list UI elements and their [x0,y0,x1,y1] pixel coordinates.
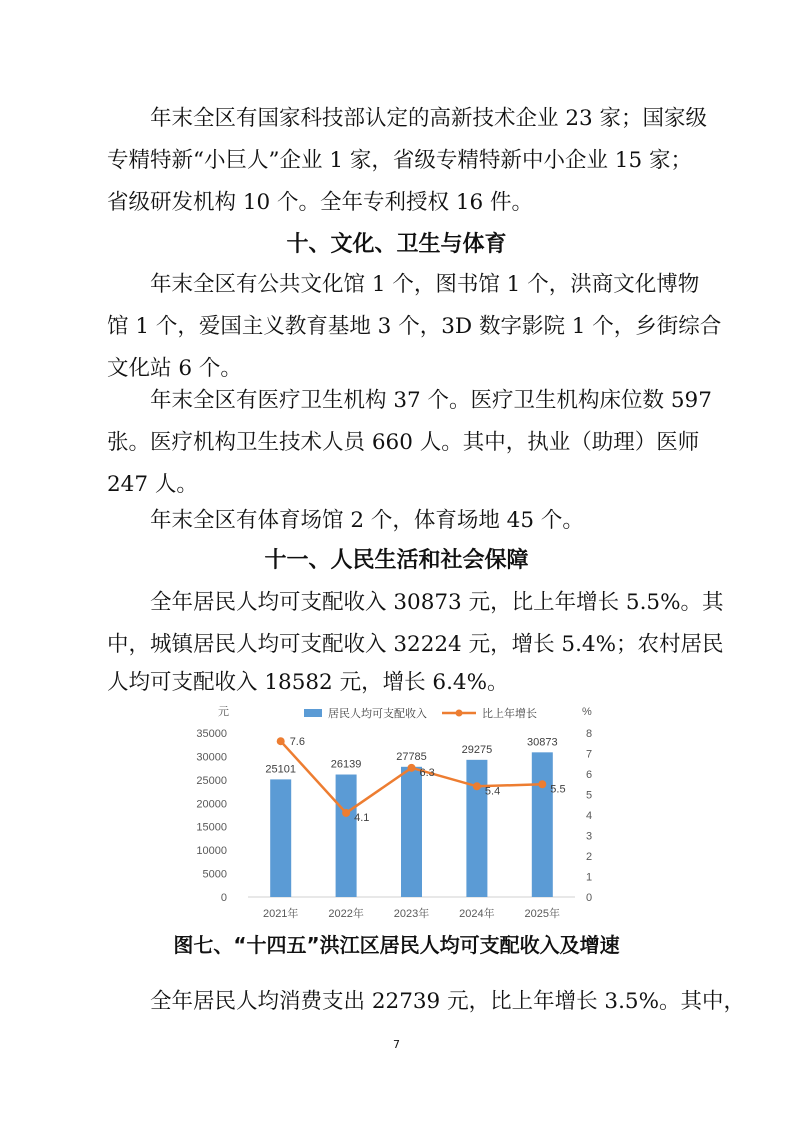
right-axis-ticks [586,728,592,904]
paragraph-line: 年末全区有公共文化馆 1 个，图书馆 1 个，洪商文化博物 [150,272,700,297]
right-axis-tick-label: 1 [586,871,593,884]
section-heading: 十一、人民生活和社会保障 [264,547,529,573]
left-axis-tick-label: 30000 [196,751,227,764]
income-bar [336,775,357,897]
paragraph-line: 全年居民人均可支配收入 30873 元，比上年增长 5.5%。其 [150,590,724,615]
right-axis-tick-label: 3 [586,830,593,843]
paragraph-line: 省级研发机构 10 个。全年专利授权 16 件。 [107,190,534,215]
right-axis-tick-label: 4 [586,810,593,822]
bar-series [270,752,553,897]
growth-point [473,782,481,790]
paragraph-line: 张。医疗机构卫生技术人员 660 人。其中，执业（助理）医师 [107,430,700,455]
growth-value-label: 5.5 [550,783,566,796]
section-heading: 十、文化、卫生与体育 [286,231,507,257]
paragraph-line: 文化站 6 个。 [107,356,242,381]
growth-point [277,737,285,745]
growth-value-label: 4.1 [354,811,370,824]
income-bar [532,752,553,897]
income-bar [401,767,422,897]
x-axis-label: 2024年 [459,908,495,920]
paragraph-line: 专精特新“小巨人”企业 1 家，省级专精特新中小企业 15 家； [107,148,692,173]
growth-value-label: 5.4 [484,785,501,798]
income-bar [270,779,291,897]
right-axis-unit: % [582,706,592,718]
chart-legend [304,706,537,720]
figure-caption: 图七、“十四五”洪江区居民人均可支配收入及增速 [173,933,620,957]
left-axis-unit: 元 [218,706,229,718]
x-axis-label: 2022年 [328,908,364,920]
growth-value-label: 6.3 [419,766,435,779]
growth-point [538,780,546,788]
bar-value-label: 27785 [396,750,427,763]
bar-value-label: 29275 [461,743,493,756]
left-axis-ticks [196,728,227,904]
growth-value-label: 7.6 [289,736,305,749]
income-chart [190,700,610,925]
bar-value-label: 30873 [527,736,558,749]
paragraph-line: 馆 1 个，爱国主义教育基地 3 个，3D 数字影院 1 个，乡街综合 [107,314,722,339]
right-axis-tick-label: 0 [586,892,593,904]
paragraph-line: 年末全区有体育场馆 2 个，体育场地 45 个。 [150,508,584,533]
paragraph-line: 年末全区有医疗卫生机构 37 个。医疗卫生机构床位数 597 [150,388,712,413]
right-axis-tick-label: 8 [586,728,593,740]
legend-line-marker [456,710,463,717]
paragraph-line: 年末全区有国家科技部认定的高新技术企业 23 家；国家级 [150,106,708,131]
left-axis-tick-label: 35000 [196,728,227,740]
paragraph-line: 中，城镇居民人均可支配收入 32224 元，增长 5.4%；农村居民 [107,632,724,657]
legend-bar-swatch [304,709,322,717]
right-axis-tick-label: 6 [586,769,593,781]
paragraph-line: 全年居民人均消费支出 22739 元，比上年增长 3.5%。其中， [150,989,746,1014]
x-axis-label: 2021年 [262,908,299,920]
left-axis-tick-label: 20000 [196,798,227,811]
page-number: 7 [393,1038,400,1051]
growth-point [342,809,350,817]
left-axis-tick-label: 15000 [196,821,227,834]
left-axis-tick-label: 25000 [196,774,227,787]
x-axis-labels [263,906,560,920]
paragraph-line: 247 人。 [107,472,198,497]
legend-line-label: 比上年增长 [482,708,537,720]
right-axis-tick-label: 2 [586,851,593,863]
income-bar [466,760,487,897]
legend-bar-label: 居民人均可支配收入 [328,708,427,720]
bar-value-label: 26139 [330,758,362,771]
bar-value-label: 25101 [265,763,296,776]
x-axis-label: 2023年 [393,908,430,920]
right-axis-tick-label: 7 [586,748,593,761]
right-axis-tick-label: 5 [586,789,593,802]
left-axis-tick-label: 10000 [196,845,227,858]
paragraph-line: 人均可支配收入 18582 元，增长 6.4%。 [107,670,509,695]
left-axis-tick-label: 0 [220,892,227,904]
left-axis-tick-label: 5000 [202,868,227,881]
line-data-labels [290,736,566,824]
growth-point [408,764,416,772]
x-axis-label: 2025年 [524,908,561,920]
